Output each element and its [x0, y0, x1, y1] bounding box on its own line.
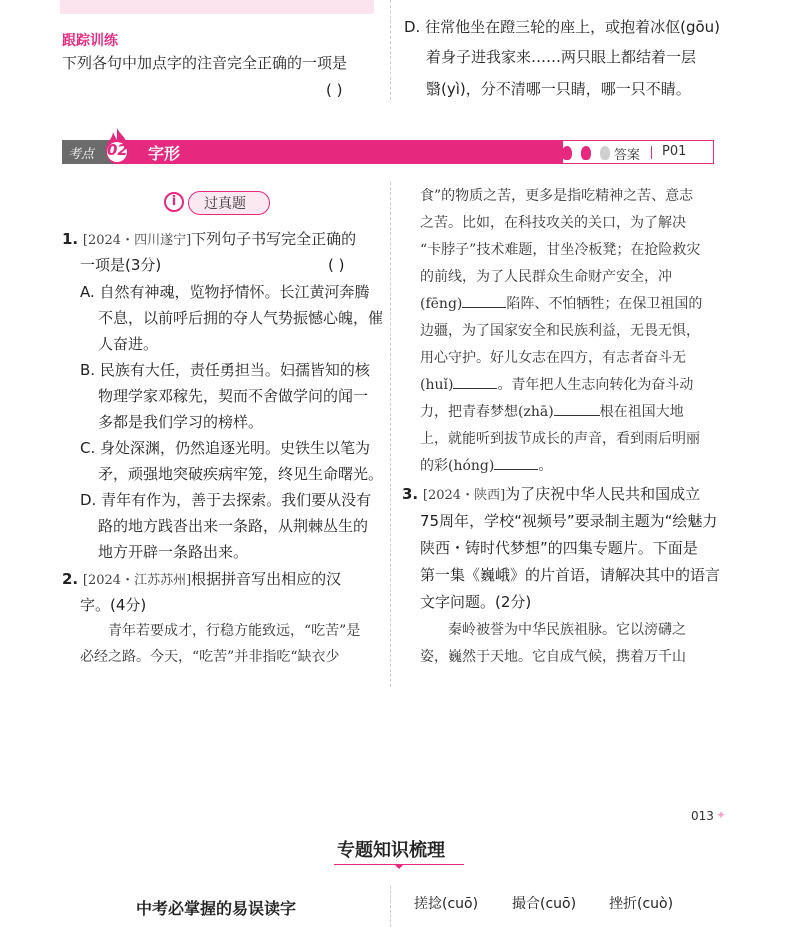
q1-option-b-2: 物理学家邓稼先，契而不舍做学问的闻一 — [98, 387, 369, 405]
q3-stem-3: 陕西・铸时代梦想”的四集专题片。下面是 — [420, 539, 698, 557]
bottom-divider — [390, 886, 392, 927]
guo-zhenti-tag — [164, 191, 270, 215]
q2-source: [2024・江苏苏州] — [82, 573, 192, 588]
q1-paren: ( ) — [328, 256, 345, 274]
q1-line1 — [62, 226, 356, 254]
q1-option-d-3: 地方开辟一条路出来。 — [98, 543, 249, 561]
q2-blank-4[interactable] — [494, 453, 538, 470]
q2-after-1: 陷阵、不怕牺牲；在保卫祖国的 — [506, 296, 703, 312]
kaodian-title: 字形 — [148, 144, 181, 163]
q1-option-d-1: D. 青年有作为，善于去探索。我们要从没有 — [80, 491, 372, 509]
q1-stem2: 一项是(3分) — [80, 256, 162, 274]
q2-blank-1[interactable] — [462, 291, 506, 308]
q1-stem1: 下列句子书写完全正确的 — [191, 230, 357, 248]
q2-line-c: 用心守护。好儿女志在四方，有志者奋斗无 — [420, 350, 686, 366]
top-right-line1: D. 往常他坐在蹬三轮的座上，或抱着冰伛(gōu) — [404, 18, 720, 36]
answer-separator — [651, 146, 652, 159]
top-divider — [390, 0, 392, 100]
q1-option-a-2: 不息，以前呼后拥的夺人气势振憾心魄，催 — [98, 309, 384, 327]
difficulty-flames — [524, 145, 610, 161]
q1-source: [2024・四川遂宁] — [82, 233, 192, 248]
q3-stem-2: 75周年，学校“视频号”要录制主题为“绘魅力 — [420, 512, 718, 530]
misread-subtitle: 中考必掌握的易误读字 — [136, 899, 297, 918]
q1-option-d-2: 路的地方践沓出来一条路，从荆棘丛生的 — [98, 517, 369, 535]
kaodian-label: 考点 — [68, 147, 95, 162]
q2-passage-left-2: 必经之路。今天，“吃苦”并非指吃“缺衣少 — [80, 649, 340, 665]
flame-rating-icon-empty — [600, 146, 610, 160]
q2-number: 2. — [62, 570, 79, 588]
knowledge-title: 专题知识梳理 — [337, 840, 445, 861]
q3-number: 3. — [402, 485, 419, 503]
q2-stem2: 字。(4分) — [80, 596, 147, 614]
kaodian-number: 02 — [107, 141, 128, 159]
flame-rating-icon — [562, 146, 572, 160]
q2-pinyin-hui: (huǐ) — [420, 377, 454, 393]
q3-stem-4: 第一集《巍峨》的片首语，请解决其中的语言 — [420, 566, 721, 584]
q1-option-a-3: 人奋进。 — [98, 335, 159, 353]
kaodian-banner — [62, 138, 714, 166]
answer-page: P01 — [662, 144, 687, 159]
q2-line-b: 边疆，为了国家安全和民族利益，无畏无惧， — [420, 323, 700, 339]
q2-line-d2: 根在祖国大地 — [599, 404, 684, 420]
q2-line-f2: 。 — [538, 458, 553, 474]
guo-zhenti-label: 过真题 — [204, 196, 246, 212]
q2-passage-right-2: 之苦。比如，在科技攻关的关口，为了解决 — [420, 215, 686, 231]
section-label-gengzong: 跟踪训练 — [62, 33, 118, 49]
q2-passage-right-1: 食”的物质之苦，更多是指吃精神之苦、意志 — [420, 188, 694, 204]
q2-blank-2[interactable] — [453, 372, 497, 389]
info-icon: i — [164, 192, 184, 212]
tracking-question: 下列各句中加点字的注音完全正确的一项是 — [62, 54, 348, 72]
q1-option-b-1: B. 民族有大任，责任勇担当。妇孺皆知的核 — [80, 361, 370, 379]
q3-line1 — [402, 481, 700, 509]
word-2: 撮合(cuō) — [512, 896, 577, 912]
flame-rating-icon — [581, 146, 591, 160]
q2-passage-right-3: “卡脖子”技术难题，甘坐冷板凳；在抢险救灾 — [420, 242, 701, 258]
q2-pinyin-feng: (fēng) — [420, 296, 463, 312]
answer-label: 答案 — [614, 148, 641, 163]
q2-passage-right-4: 的前线，为了人民群众生命财产安全，冲 — [420, 269, 672, 285]
word-1: 搓捻(cuō) — [414, 896, 479, 912]
q2-blank-line-1 — [420, 291, 702, 317]
q2-passage-left-1: 青年若要成才，行稳方能致远，“吃苦”是 — [80, 623, 361, 639]
q2-blank-line-2 — [420, 372, 693, 398]
tracking-paren: ( ) — [326, 81, 343, 99]
q2-after-2: 。青年把人生志向转化为奋斗动 — [497, 377, 694, 393]
q3-stem-1: 为了庆祝中华人民共和国成立 — [505, 485, 701, 503]
top-right-line2: 着身子进我家来……两只眼上都结着一层 — [426, 48, 697, 66]
q2-line1 — [62, 566, 341, 594]
q2-blank-line-4 — [420, 453, 552, 479]
word-3: 挫折(cuò) — [609, 896, 674, 912]
q3-passage-2: 姿，巍然于天地。它自成气候，携着万千山 — [420, 649, 686, 665]
banner-pink-bar — [118, 140, 562, 164]
q1-number: 1. — [62, 230, 79, 248]
q1-option-a-1: A. 自然有神魂，览物抒情怀。长江黄河奔腾 — [80, 283, 370, 301]
q2-blank-line-3 — [420, 399, 684, 425]
page-star-icon: ✦ — [716, 808, 727, 822]
q2-blank-3[interactable] — [554, 399, 600, 416]
q1-option-c-2: 矛，顽强地突破疾病牢笼，终见生命曙光。 — [98, 465, 384, 483]
q2-line-e: 上，就能听到拔节成长的声音，看到雨后明丽 — [420, 431, 700, 447]
q2-line-d1: 力，把青春梦想(zhā) — [420, 404, 554, 420]
page-number: 013 — [691, 809, 714, 823]
flame-rating-icon — [543, 146, 553, 160]
top-right-line3: 翳(yì)，分不清哪一只睛，哪一只不睛。 — [426, 80, 691, 98]
q2-line-f1: 的彩(hóng) — [420, 458, 495, 474]
q3-stem-5: 文字问题。(2分) — [420, 593, 532, 611]
q3-source: [2024・陕西] — [422, 488, 506, 503]
column-divider — [390, 182, 392, 687]
knowledge-title-arrow — [394, 864, 404, 869]
top-left-box-bottom — [60, 0, 374, 14]
q3-passage-1: 秦岭被誉为中华民族祖脉。它以滂礴之 — [420, 622, 686, 638]
q1-option-c-1: C. 身处深渊，仍然追逐光明。史铁生以笔为 — [80, 439, 371, 457]
q1-option-b-3: 多都是我们学习的榜样。 — [98, 413, 264, 431]
q2-stem1: 根据拼音写出相应的汉 — [191, 570, 342, 588]
flame-rating-icon — [524, 146, 534, 160]
